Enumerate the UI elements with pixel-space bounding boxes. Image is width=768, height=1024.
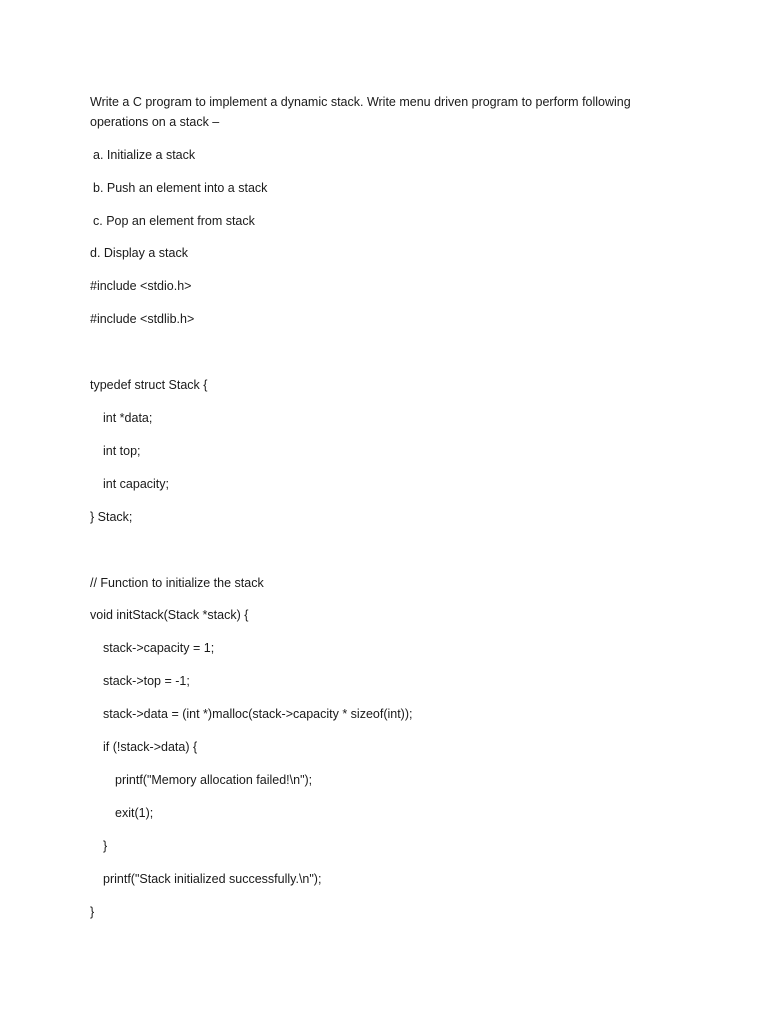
code-line: int top; bbox=[103, 444, 141, 458]
code-comment: // Function to initialize the stack bbox=[90, 576, 264, 590]
option-b: b. Push an element into a stack bbox=[93, 181, 268, 195]
code-line: if (!stack->data) { bbox=[103, 740, 198, 754]
code-line: } Stack; bbox=[90, 510, 133, 524]
code-line: void initStack(Stack *stack) { bbox=[90, 608, 249, 622]
code-line: #include <stdio.h> bbox=[90, 279, 192, 293]
code-line: } bbox=[90, 905, 95, 919]
option-c: c. Pop an element from stack bbox=[93, 214, 255, 228]
option-a: a. Initialize a stack bbox=[93, 148, 196, 162]
code-line: stack->top = -1; bbox=[103, 674, 190, 688]
code-line: int capacity; bbox=[103, 477, 170, 491]
code-line: typedef struct Stack { bbox=[90, 378, 208, 392]
code-line: printf("Stack initialized successfully.\n"); bbox=[103, 872, 322, 886]
question-text: Write a C program to implement a dynamic stack. Write menu driven program to perform following operations on a stack – bbox=[90, 95, 631, 129]
code-line: exit(1); bbox=[115, 806, 154, 820]
code-line: stack->data = (int *)malloc(stack->capacity * sizeof(int)); bbox=[103, 707, 413, 721]
code-line: int *data; bbox=[103, 411, 153, 425]
code-line: } bbox=[103, 839, 108, 853]
code-line: #include <stdlib.h> bbox=[90, 312, 195, 326]
code-line: stack->capacity = 1; bbox=[103, 641, 215, 655]
option-d: d. Display a stack bbox=[90, 246, 188, 260]
code-line: printf("Memory allocation failed!\n"); bbox=[115, 773, 313, 787]
